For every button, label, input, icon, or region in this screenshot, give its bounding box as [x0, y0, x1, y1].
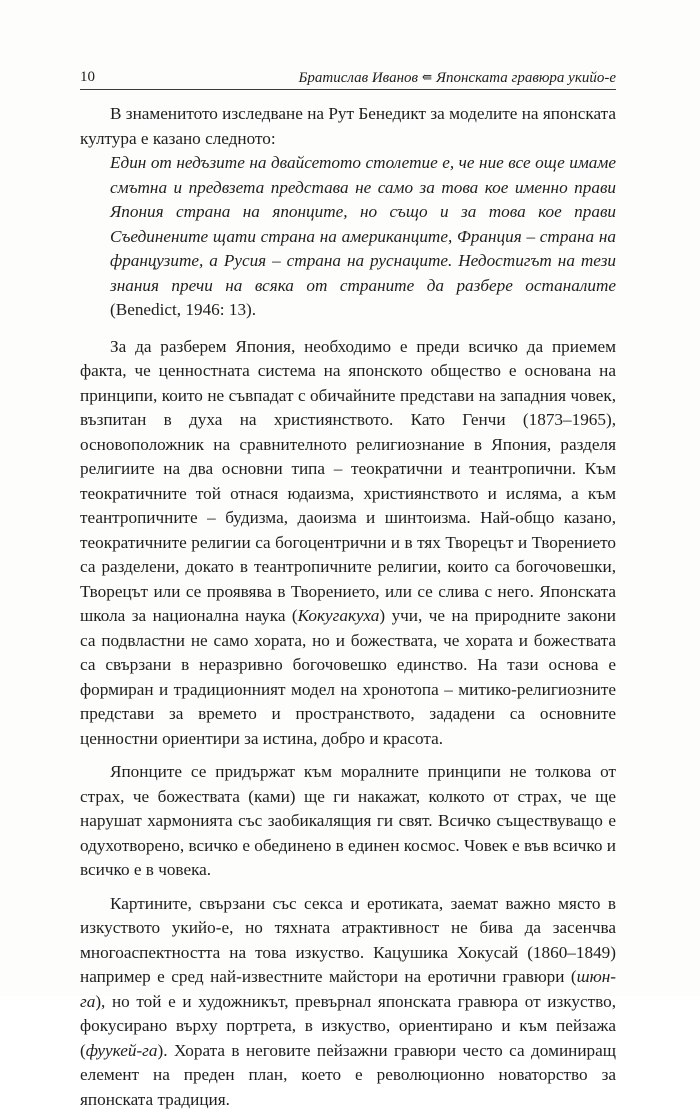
paragraph-4-text-a: Картините, свързани със секса и еротиката, заемат важно място в изкуството укийо-е, но тяхната атрактивност не бива да засенчва многоаспектността на това изкуство. Кацушика Хокусай (1860–1849) например е сред най-известните майстори на еротични гравюри (	[80, 894, 616, 987]
quote-text: Един от недъзите на двайсетото столетие е, че ние все още имаме смътна и предвзета представа не само за това кое именно прави Япония страна на японците, но също и за това кое прави Съединените щати страна на американците, Франция – страна на французите, а Русия – страна на руснаците. Недостигът на тези знания пречи на всяка от страните да разбере останалите	[110, 153, 616, 295]
paragraph-2-text-b: ) учи, че на природните закони са подвластни не само хората, но и божествата, че хората и божествата са свързани в неразривно богочовешко единство. На тази основа е формиран и традиционният модел на хронотопа – митико-религиозните представи за времето и пространството, зададени са основните ценностни ориентири за истина, добро и красота.	[80, 606, 616, 748]
term-shunga: шюн-га	[80, 967, 616, 1011]
author-name: Братислав Иванов	[299, 70, 419, 86]
intro-paragraph: В знаменитото изследване на Рут Бенедикт за моделите на японската култура е казано следното:	[80, 102, 616, 151]
term-kokugakuha: Кокугакуха	[298, 606, 380, 625]
paragraph-4-text-c: ). Хората в неговите пейзажни гравюри често са доминиращ елемент на преден план, което е революционно новаторство за японската традиция.	[80, 1041, 616, 1109]
block-quote	[110, 151, 616, 323]
paragraph-3: Японците се придържат към моралните принципи не толкова от страх, че божествата (ками) ще ги накажат, колкото от страх, че ще нарушат хармонията със заобикалящия ги свят. Всичко съществуващо е одухотворено, всичко е обединено в единен космос. Човек е във всичко и всичко е в човека.	[80, 760, 616, 883]
running-head-title	[299, 67, 616, 88]
body-text	[80, 102, 616, 1112]
paragraph-4-text-b: ), но той е и художникът, превърнал японската гравюра от изкуство, фокусирано върху портрета, в изкуство, ориентирано и към пейзажа (	[80, 992, 616, 1060]
paragraph-2-text-a: За да разберем Япония, необходимо е преди всичко да приемем факта, че ценностната система на японското общество е основана на принципи, които не съвпадат с обичайните представи на западния човек, възпитан в духа на християнството. Като Генчи (1873–1965), основоположник на сравнителното религиознание в Япония, разделя религиите на два основни типа – теократични и теантропични. Към теократичните той отнася юдаизма, християнството и исляма, а към теантропичните – будизма, даоизма и шинтоизма. Най-общо казано, теократичните религии са богоцентрични и в тях Творецът и Творението са разделени, докато в теантропичните религии, които са богочовешки, Творецът или се проявява в Творението, или се слива с него. Японската школа за национална наука (	[80, 337, 616, 626]
arrow-separator-icon: ⇚	[422, 67, 432, 87]
paragraph-2	[80, 335, 616, 752]
book-title: Японската гравюра укийо-е	[436, 70, 616, 86]
quote-citation: (Benedict, 1946: 13).	[110, 300, 256, 319]
paragraph-4	[80, 892, 616, 1112]
running-head	[80, 67, 616, 87]
header-rule	[80, 89, 616, 90]
term-fuukeiga: фуукей-га	[86, 1041, 158, 1060]
page-number: 10	[80, 67, 95, 87]
